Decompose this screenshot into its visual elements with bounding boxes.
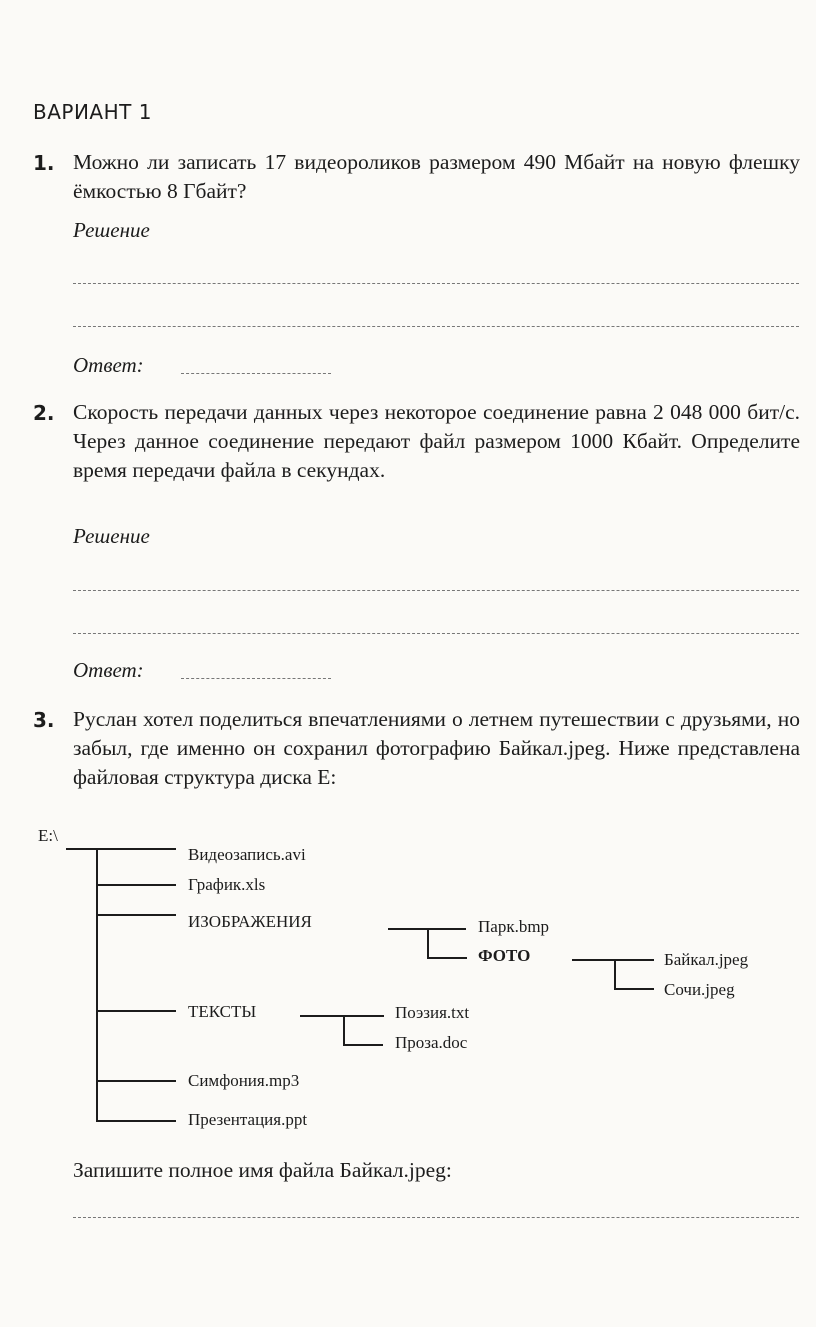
tree-line <box>66 848 176 850</box>
tree-file-sochi: Сочи.jpeg <box>664 980 735 999</box>
answer-label: Ответ: <box>73 658 144 682</box>
solution-label: Решение <box>73 524 150 548</box>
tree-line <box>427 928 429 958</box>
tree-line <box>343 1015 345 1045</box>
tree-line <box>614 959 616 989</box>
tree-folder-texts: ТЕКСТЫ <box>188 1002 257 1021</box>
tree-line <box>572 959 654 961</box>
task-number: 3. <box>33 708 55 732</box>
answer-line[interactable] <box>73 1217 799 1218</box>
tree-line <box>300 1015 384 1017</box>
tree-line <box>96 1080 176 1082</box>
tree-line <box>343 1044 383 1046</box>
tree-line <box>96 1010 176 1012</box>
tree-root: E:\ <box>38 826 58 845</box>
tree-file-video: Видеозапись.avi <box>188 845 306 864</box>
tree-line <box>96 884 176 886</box>
tree-folder-foto: ФОТО <box>478 946 531 965</box>
task-question: Скорость передачи данных через некоторое соединение равна 2 048 000 бит/с. Через данное соединение передают файл размером 1000 Кбайт. Определите время передачи файла в секундах. <box>73 400 800 482</box>
tree-line <box>427 957 467 959</box>
task-question: Можно ли записать 17 видеороликов размером 490 Мбайт на новую флешку ёмкостью 8 Гбайт? <box>73 150 800 203</box>
variant-title: ВАРИАНТ 1 <box>33 100 152 124</box>
tree-line <box>96 1120 176 1122</box>
tree-file-presentation: Презентация.ppt <box>188 1110 308 1129</box>
solution-label: Решение <box>73 218 150 242</box>
tree-line <box>614 988 654 990</box>
tree-folder-images: ИЗОБРАЖЕНИЯ <box>188 912 312 931</box>
task-3-prompt: Запишите полное имя файла Байкал.jpeg: <box>73 1158 452 1182</box>
tree-file-graph: График.xls <box>188 875 266 894</box>
tree-file-park: Парк.bmp <box>478 917 550 936</box>
task-number: 1. <box>33 151 55 175</box>
task-number: 2. <box>33 401 55 425</box>
tree-file-baikal: Байкал.jpeg <box>664 950 749 969</box>
task-question: Руслан хотел поделиться впечатлениями о летнем путешествии с друзьями, но забыл, где именно он сохранил фотографию Байкал.jpeg. Ниже представлена файловая структура диска E: <box>73 707 800 789</box>
tree-file-symphony: Симфония.mp3 <box>188 1071 300 1090</box>
answer-label: Ответ: <box>73 353 144 377</box>
tree-file-prose: Проза.doc <box>395 1033 468 1052</box>
tree-line <box>96 914 176 916</box>
tree-file-poetry: Поэзия.txt <box>395 1003 470 1022</box>
